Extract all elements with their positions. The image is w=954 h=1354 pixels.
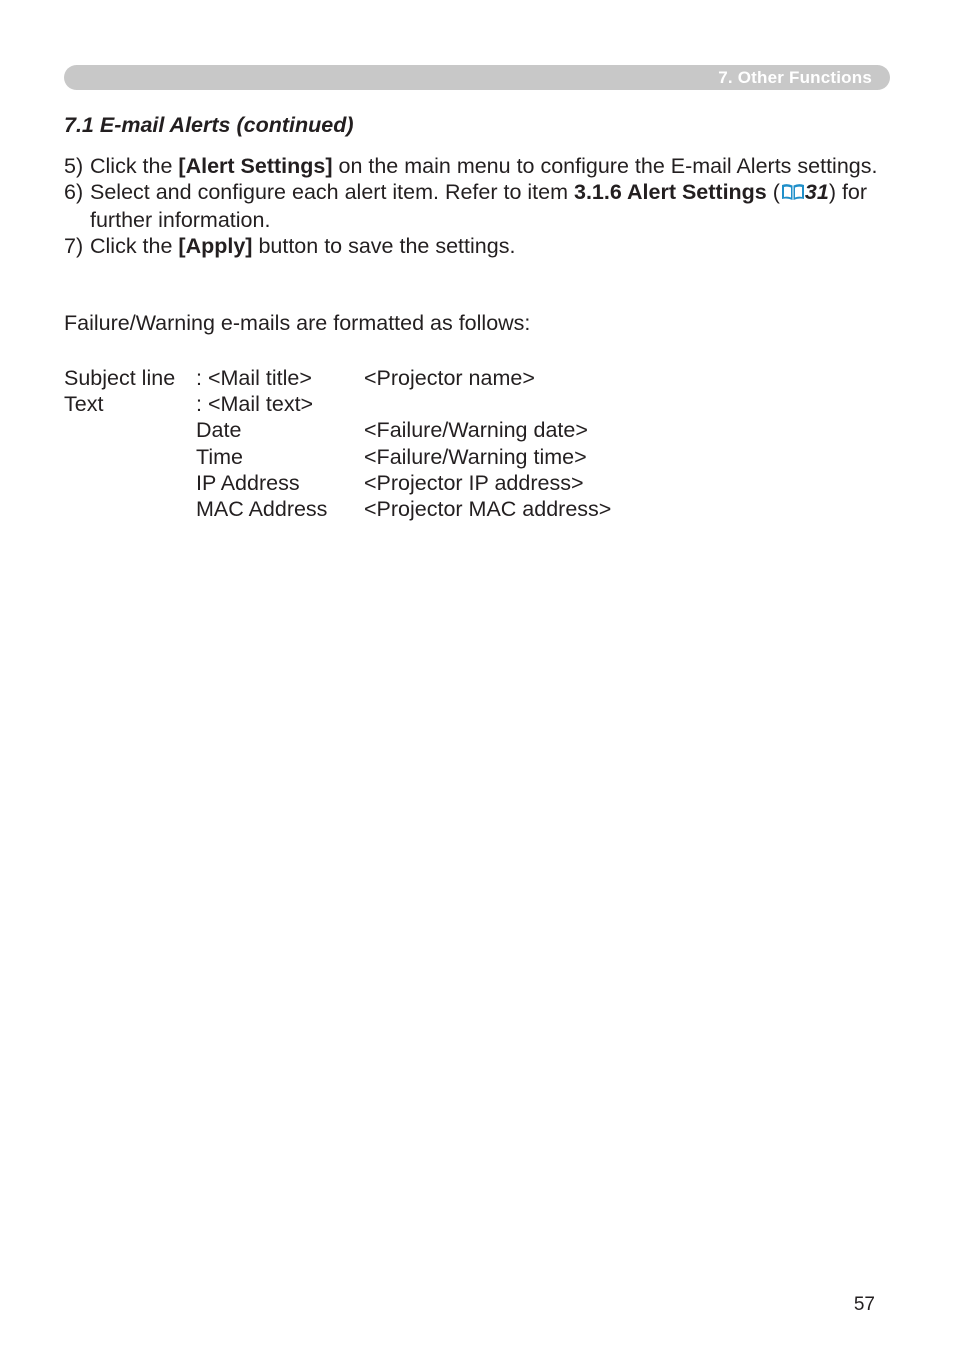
step-text: Select and configure each alert item. Refer to item bbox=[90, 180, 574, 204]
step-5 bbox=[64, 153, 894, 179]
step-text-rest: button to save the settings. bbox=[252, 234, 516, 258]
format-field: MAC Address bbox=[196, 496, 328, 521]
step-text-rest: ) for further information. bbox=[90, 180, 868, 232]
format-field: IP Address bbox=[196, 470, 300, 495]
format-intro: Failure/Warning e-mails are formatted as follows: bbox=[64, 311, 531, 335]
step-6 bbox=[64, 179, 894, 233]
step-text: Click the bbox=[90, 154, 179, 178]
format-value: <Projector name> bbox=[364, 366, 535, 390]
step-paren-open: ( bbox=[766, 180, 780, 204]
step-text-rest: on the main menu to configure the E-mail Alerts settings. bbox=[332, 154, 878, 178]
book-reference-icon[interactable] bbox=[781, 181, 805, 207]
chapter-title: 7. Other Functions bbox=[718, 68, 872, 87]
step-bold-term: 3.1.6 Alert Settings bbox=[574, 180, 767, 204]
step-bold-term: [Apply] bbox=[178, 234, 253, 258]
step-7 bbox=[64, 233, 894, 259]
format-field: : <Mail text> bbox=[196, 392, 314, 417]
format-label: Text bbox=[64, 392, 104, 417]
format-field: Date bbox=[196, 418, 242, 443]
step-number: 7) bbox=[64, 234, 84, 258]
format-field: : <Mail title> bbox=[196, 366, 312, 390]
format-field: Time bbox=[196, 444, 243, 469]
format-label: Subject line bbox=[64, 366, 176, 390]
step-text: Click the bbox=[90, 234, 179, 258]
step-number: 6) bbox=[64, 180, 84, 204]
step-number: 5) bbox=[64, 154, 84, 178]
format-value: <Failure/Warning date> bbox=[364, 418, 588, 443]
step-bold-term: [Alert Settings] bbox=[178, 154, 333, 178]
format-value: <Projector IP address> bbox=[364, 470, 584, 495]
reference-page-link[interactable]: 31 bbox=[804, 180, 829, 204]
format-value: <Projector MAC address> bbox=[364, 496, 612, 521]
format-value: <Failure/Warning time> bbox=[364, 444, 587, 469]
header-bar bbox=[64, 65, 890, 90]
page-number: 57 bbox=[853, 1294, 875, 1315]
section-title: 7.1 E-mail Alerts (continued) bbox=[64, 113, 354, 137]
steps-list bbox=[64, 153, 894, 259]
